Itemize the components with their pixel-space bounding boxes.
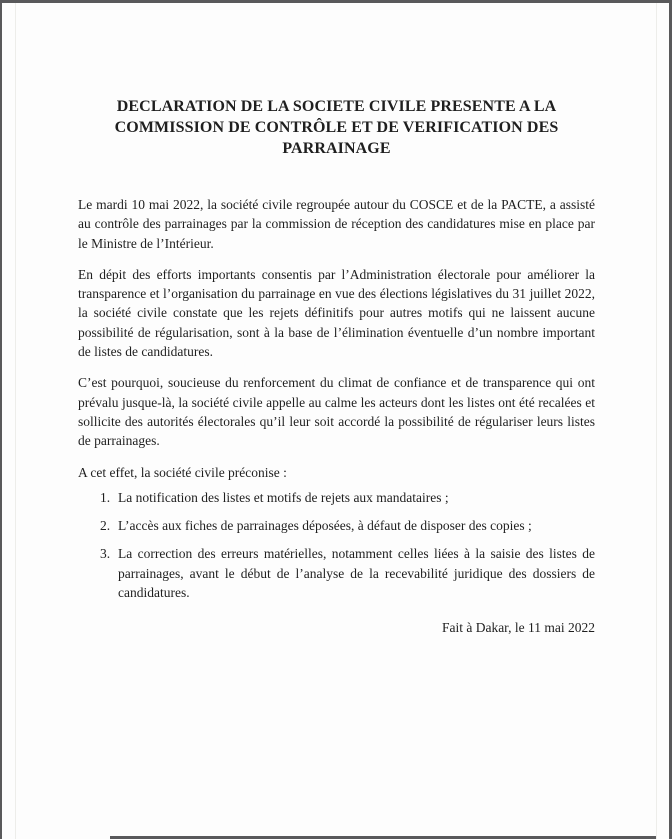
list-item-1-number: 1. bbox=[100, 489, 111, 505]
body-paragraph-3: C’est pourquoi, soucieuse du renforcement du climat de confiance et de transparence qui ont prévalu jusque-là, la société civile appelle au calme les acteurs dont les listes ont été recalées et sollicite des autorités électorales qu’il leur soit accordé la possibilité de régulariser leurs listes de parrainages. bbox=[78, 375, 595, 449]
document-title bbox=[78, 96, 595, 159]
scan-artifact-line-left bbox=[15, 3, 16, 839]
signoff-date: Fait à Dakar, le 11 mai 2022 bbox=[441, 620, 595, 636]
title-line-2: COMMISSION DE CONTRÔLE ET DE VERIFICATION DES bbox=[114, 119, 559, 136]
list-item-2-number: 2. bbox=[100, 518, 111, 534]
list-item-1 bbox=[78, 488, 595, 507]
body-paragraph-2: En dépit des efforts importants consentis par l’Administration électorale pour améliorer la transparence et l’organisation du parrainage en vue des élections législatives du 31 juillet 2022, la société civile constate que les rejets définitifs pour autres motifs qui ne laissent aucune possibilité de régularisation, sont à la base de l’élimination éventuelle d’un nombre important de listes de candidatures. bbox=[78, 266, 595, 360]
title-line-1: DECLARATION DE LA SOCIETE CIVILE PRESENTE A LA bbox=[116, 98, 557, 115]
document-content bbox=[78, 96, 595, 638]
list-item-3-text: La correction des erreurs matérielles, notamment celles liées à la saisie des listes de parrainages, avant le début de l’analyse de la recevabilité juridique des dossiers de candidatures. bbox=[118, 546, 595, 601]
scan-edge-left bbox=[0, 0, 2, 839]
list-item-2 bbox=[78, 516, 595, 535]
title-line-3: PARRAINAGE bbox=[282, 140, 391, 157]
numbered-list bbox=[78, 488, 595, 602]
list-item-3-number: 3. bbox=[100, 546, 111, 562]
body-paragraph-1: Le mardi 10 mai 2022, la société civile regroupée autour du COSCE et de la PACTE, a assisté au contrôle des parrainages par la commission de réception des candidatures mise en place par le Ministre de l’Intérieur. bbox=[78, 197, 595, 251]
list-intro: A cet effet, la société civile préconise : bbox=[78, 464, 287, 480]
scan-artifact-line-right bbox=[656, 3, 657, 839]
list-item-3 bbox=[78, 544, 595, 602]
list-item-2-text: L’accès aux fiches de parrainages déposées, à défaut de disposer des copies ; bbox=[118, 518, 532, 534]
scan-edge-top bbox=[0, 0, 672, 3]
list-item-1-text: La notification des listes et motifs de rejets aux mandataires ; bbox=[118, 489, 449, 505]
